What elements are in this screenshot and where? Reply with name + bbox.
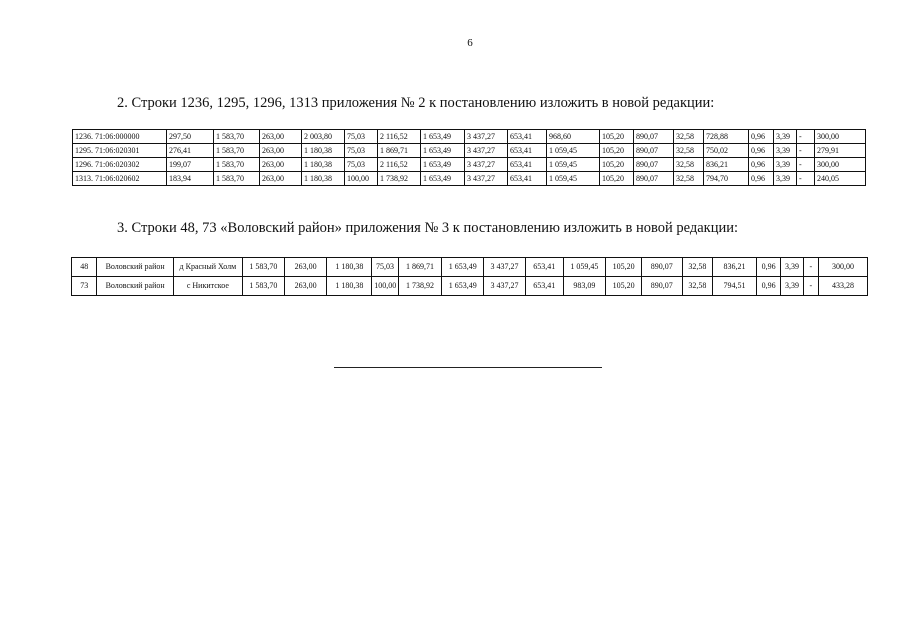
table-cell: 48 <box>72 258 97 277</box>
table-cell: 3 437,27 <box>465 144 508 158</box>
table-cell: 263,00 <box>260 172 302 186</box>
table-cell: 1 180,38 <box>302 144 345 158</box>
table-cell: 794,51 <box>713 277 757 296</box>
table-cell: 105,20 <box>600 144 634 158</box>
table-cell: 1 059,45 <box>547 172 600 186</box>
table-cell: 1 583,70 <box>214 130 260 144</box>
table-cell: 3 437,27 <box>484 277 526 296</box>
table-cell: 263,00 <box>284 277 327 296</box>
table-cell: 3,39 <box>774 144 797 158</box>
table-cell: 32,58 <box>674 158 704 172</box>
table-cell: - <box>797 158 815 172</box>
table-row <box>73 158 866 172</box>
table-cell: 1 738,92 <box>398 277 442 296</box>
table-cell: - <box>797 172 815 186</box>
table-cell: 263,00 <box>260 130 302 144</box>
section-2-heading: 2. Строки 1236, 1295, 1296, 1313 приложения № 2 к постановлению изложить в новой редакции: <box>117 95 715 111</box>
table-cell: 199,07 <box>167 158 214 172</box>
table-cell: 279,91 <box>815 144 866 158</box>
table-cell: с Никитское <box>173 277 242 296</box>
table-cell: 3,39 <box>781 258 803 277</box>
table-cell: 3,39 <box>774 172 797 186</box>
table-cell: 1 738,92 <box>378 172 421 186</box>
table-cell: 100,00 <box>372 277 398 296</box>
table-cell: 3,39 <box>781 277 803 296</box>
section-3-table <box>71 257 868 296</box>
table-cell: 75,03 <box>345 158 378 172</box>
table-cell: 2 003,80 <box>302 130 345 144</box>
table-cell: 276,41 <box>167 144 214 158</box>
table-cell: 890,07 <box>634 172 674 186</box>
table-cell: 105,20 <box>606 277 642 296</box>
table-cell: 2 116,52 <box>378 158 421 172</box>
table-cell: 3 437,27 <box>465 158 508 172</box>
table-cell: 75,03 <box>345 144 378 158</box>
table-cell: 890,07 <box>641 258 682 277</box>
table-cell: 32,58 <box>682 277 713 296</box>
section-3-table-body <box>72 258 868 296</box>
table-cell: 1 653,49 <box>421 144 465 158</box>
table-cell: 32,58 <box>674 144 704 158</box>
table-cell: 1 869,71 <box>378 144 421 158</box>
table-cell: 1236. 71:06:000000 <box>73 130 167 144</box>
table-cell: 890,07 <box>634 130 674 144</box>
table-cell: - <box>803 258 818 277</box>
table-cell: 263,00 <box>260 158 302 172</box>
table-cell: 653,41 <box>525 258 563 277</box>
table-cell: 653,41 <box>525 277 563 296</box>
table-cell: 1 059,45 <box>547 158 600 172</box>
section-2-table <box>72 129 866 186</box>
table-cell: 263,00 <box>284 258 327 277</box>
table-cell: 1296. 71:06:020302 <box>73 158 167 172</box>
table-cell: 1 180,38 <box>302 158 345 172</box>
table-cell: 0,96 <box>749 130 774 144</box>
table-cell: 0,96 <box>749 158 774 172</box>
table-cell: 1 653,49 <box>421 130 465 144</box>
table-cell: 1 653,49 <box>421 158 465 172</box>
table-cell: 1 180,38 <box>327 277 372 296</box>
table-cell: 1313. 71:06:020602 <box>73 172 167 186</box>
table-cell: 983,09 <box>563 277 606 296</box>
section-2-table-body <box>73 130 866 186</box>
table-cell: 3,39 <box>774 158 797 172</box>
table-cell: 1 653,49 <box>442 258 484 277</box>
table-cell: 1 180,38 <box>327 258 372 277</box>
table-cell: 75,03 <box>345 130 378 144</box>
table-cell: 1 583,70 <box>214 144 260 158</box>
table-cell: Воловский район <box>97 277 173 296</box>
table-cell: 105,20 <box>600 130 634 144</box>
table-cell: 653,41 <box>508 158 547 172</box>
table-row <box>73 144 866 158</box>
table-cell: 1 653,49 <box>421 172 465 186</box>
table-cell: Воловский район <box>97 258 173 277</box>
table-cell: 890,07 <box>634 158 674 172</box>
table-cell: 3 437,27 <box>465 172 508 186</box>
table-cell: 73 <box>72 277 97 296</box>
table-cell: 300,00 <box>815 130 866 144</box>
table-cell: 32,58 <box>682 258 713 277</box>
table-cell: 105,20 <box>600 158 634 172</box>
table-cell: 263,00 <box>260 144 302 158</box>
table-cell: 1 583,70 <box>242 277 284 296</box>
table-cell: 75,03 <box>372 258 398 277</box>
table-cell: д Красный Холм <box>173 258 242 277</box>
table-cell: 3,39 <box>774 130 797 144</box>
table-cell: 183,94 <box>167 172 214 186</box>
table-cell: 794,70 <box>704 172 749 186</box>
table-cell: 3 437,27 <box>465 130 508 144</box>
table-cell: 890,07 <box>634 144 674 158</box>
table-row <box>72 258 868 277</box>
table-cell: 750,02 <box>704 144 749 158</box>
table-cell: 1 653,49 <box>442 277 484 296</box>
table-cell: 240,05 <box>815 172 866 186</box>
table-cell: 2 116,52 <box>378 130 421 144</box>
table-cell: 1295. 71:06:020301 <box>73 144 167 158</box>
table-cell: 968,60 <box>547 130 600 144</box>
table-cell: 300,00 <box>818 258 867 277</box>
table-cell: 32,58 <box>674 172 704 186</box>
table-row <box>73 172 866 186</box>
table-cell: 0,96 <box>749 172 774 186</box>
table-cell: 653,41 <box>508 144 547 158</box>
table-row <box>72 277 868 296</box>
table-row <box>73 130 866 144</box>
table-cell: 1 869,71 <box>398 258 442 277</box>
table-cell: 836,21 <box>704 158 749 172</box>
table-cell: 300,00 <box>815 158 866 172</box>
table-cell: 653,41 <box>508 130 547 144</box>
table-cell: 105,20 <box>600 172 634 186</box>
table-cell: 1 583,70 <box>214 158 260 172</box>
table-cell: 1 059,45 <box>547 144 600 158</box>
table-cell: 433,28 <box>818 277 867 296</box>
table-cell: 728,88 <box>704 130 749 144</box>
table-cell: 0,96 <box>756 277 780 296</box>
table-cell: - <box>797 130 815 144</box>
table-cell: 890,07 <box>641 277 682 296</box>
table-cell: 105,20 <box>606 258 642 277</box>
table-cell: 1 059,45 <box>563 258 606 277</box>
table-cell: 3 437,27 <box>484 258 526 277</box>
table-cell: 297,50 <box>167 130 214 144</box>
table-cell: 1 583,70 <box>214 172 260 186</box>
table-cell: 100,00 <box>345 172 378 186</box>
table-cell: - <box>797 144 815 158</box>
table-cell: 1 180,38 <box>302 172 345 186</box>
table-cell: 32,58 <box>674 130 704 144</box>
page-number: 6 <box>467 37 473 49</box>
table-cell: 653,41 <box>508 172 547 186</box>
table-cell: - <box>803 277 818 296</box>
table-cell: 1 583,70 <box>242 258 284 277</box>
separator-line <box>334 367 602 368</box>
table-cell: 0,96 <box>749 144 774 158</box>
section-3-heading: 3. Строки 48, 73 «Воловский район» приложения № 3 к постановлению изложить в новой редакции: <box>117 220 739 236</box>
table-cell: 836,21 <box>713 258 757 277</box>
table-cell: 0,96 <box>756 258 780 277</box>
